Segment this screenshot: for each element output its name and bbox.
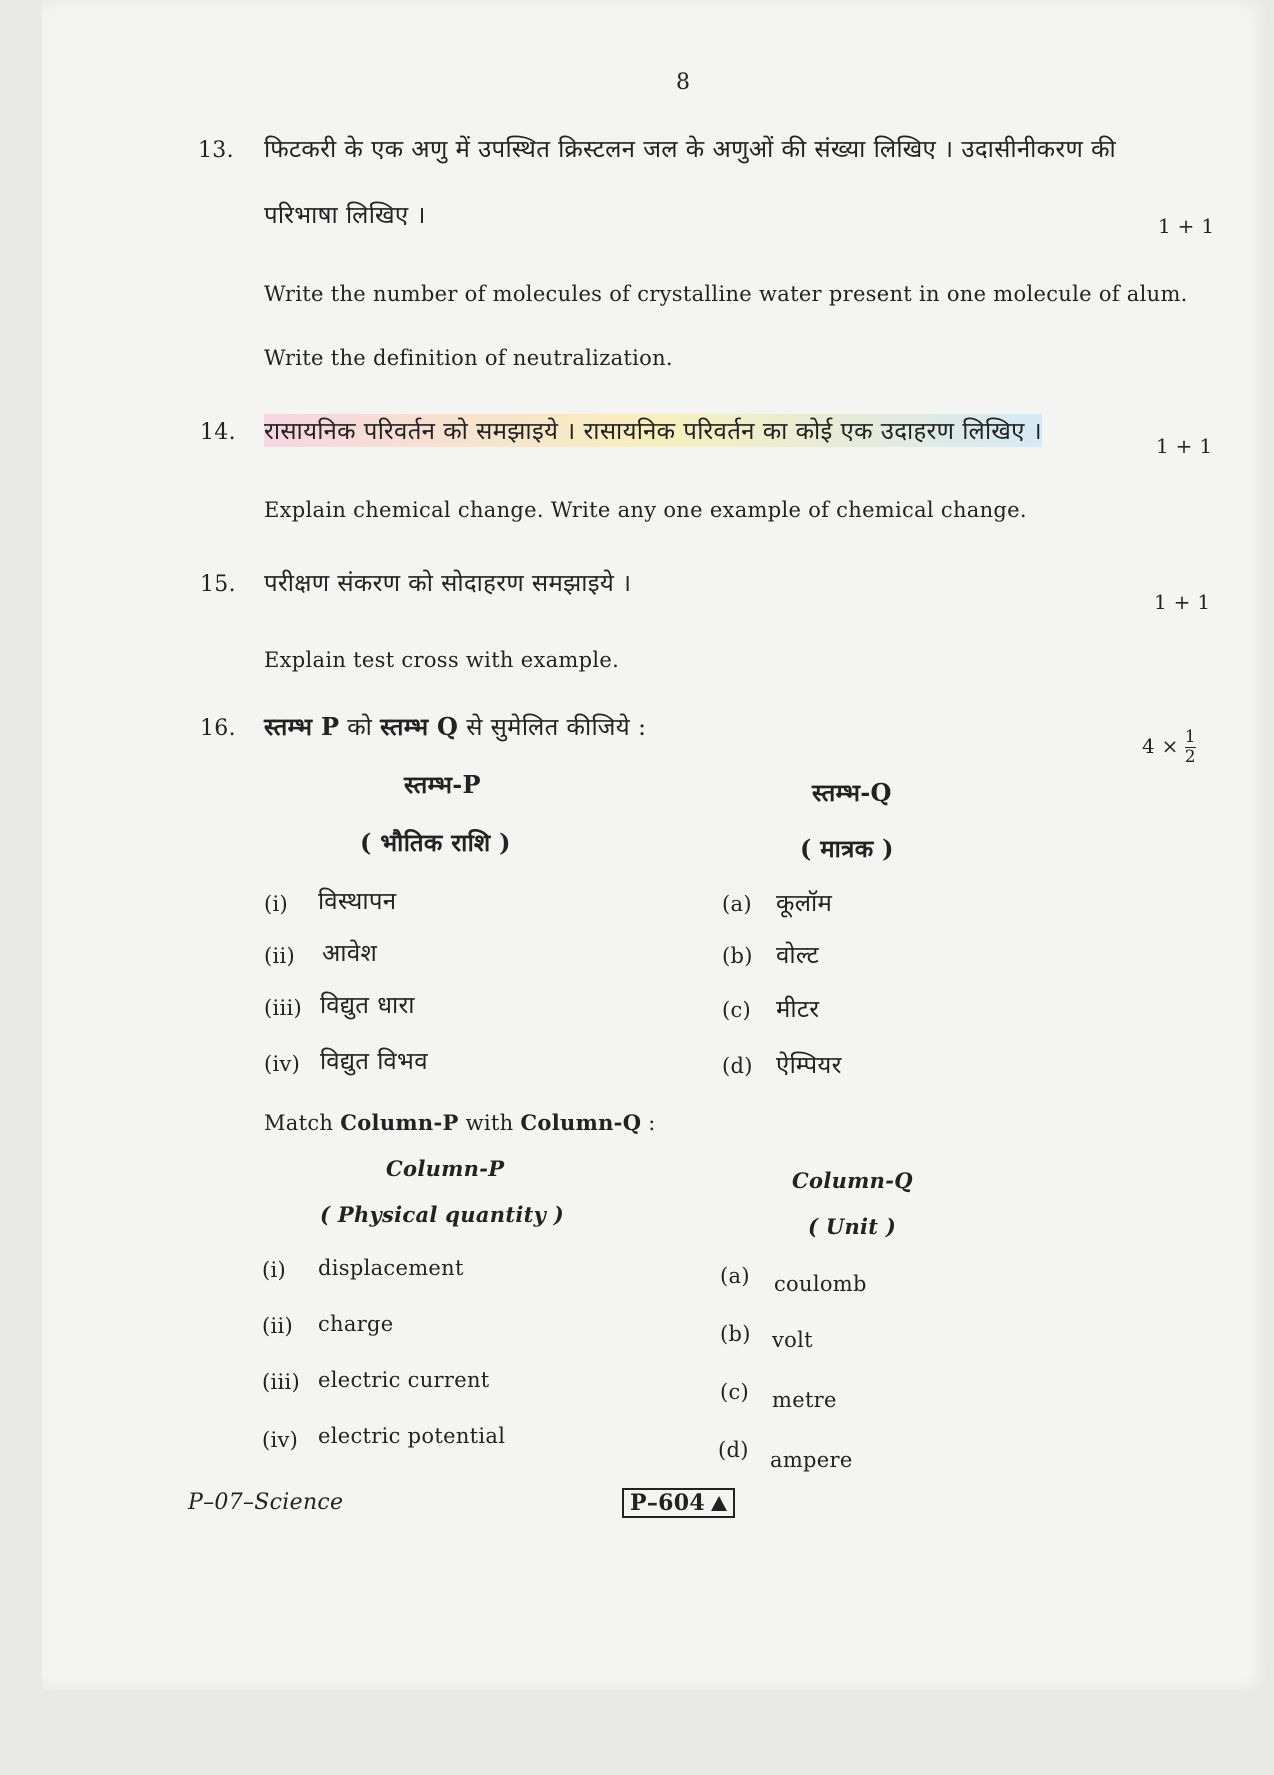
hindi-right-label-3: (c) <box>722 998 752 1022</box>
triangle-icon <box>711 1496 727 1511</box>
hindi-column-q-subtitle: ( मात्रक ) <box>800 834 894 863</box>
english-left-text-4: electric potential <box>318 1424 506 1448</box>
q16-english-instruction <box>264 1110 656 1135</box>
hindi-left-text-2: आवेश <box>322 939 378 967</box>
footer-code-box <box>622 1488 735 1518</box>
english-left-label-4: (iv) <box>262 1428 299 1452</box>
hindi-right-text-1: कूलॉम <box>776 889 833 917</box>
q15-hindi: परीक्षण संकरण को सोदाहरण समझाइये । <box>264 569 632 597</box>
q14-number: 14. <box>200 420 236 445</box>
q16-marks <box>1142 728 1196 767</box>
hindi-right-text-4: ऐम्पियर <box>776 1051 842 1079</box>
hindi-column-p-subtitle: ( भौतिक राशि ) <box>360 828 511 857</box>
q16-english-col-q: Column-Q <box>520 1110 642 1135</box>
english-column-q-title: Column-Q <box>792 1168 913 1193</box>
english-left-label-1: (i) <box>262 1258 287 1282</box>
english-column-p-subtitle: ( Physical quantity ) <box>320 1202 564 1227</box>
q16-marks-denominator: 2 <box>1184 747 1196 767</box>
footer-code <box>622 1490 735 1516</box>
q15-marks: 1 + 1 <box>1154 590 1211 614</box>
english-right-label-3: (c) <box>720 1380 750 1404</box>
q16-english-col-p: Column-P <box>340 1110 459 1135</box>
hindi-right-label-4: (d) <box>722 1054 753 1078</box>
hindi-column-p-title: स्तम्भ-P <box>404 770 481 799</box>
q13-hindi-line2: परिभाषा लिखिए । <box>264 201 426 229</box>
q16-hindi-instruction <box>264 710 646 743</box>
hindi-left-text-1: विस्थापन <box>318 887 397 915</box>
footer-subject: P–07–Science <box>188 1490 344 1515</box>
english-left-text-2: charge <box>318 1312 394 1336</box>
english-left-label-3: (iii) <box>262 1370 301 1394</box>
q14-hindi: रासायनिक परिवर्तन को समझाइये । रासायनिक परिवर्तन का कोई एक उदाहरण लिखिए । <box>264 414 1042 447</box>
q15-english: Explain test cross with example. <box>264 648 620 672</box>
q13-english-line2: Write the definition of neutralization. <box>264 346 673 370</box>
hindi-left-label-4: (iv) <box>264 1052 301 1076</box>
english-right-label-1: (a) <box>720 1264 750 1288</box>
hindi-left-label-2: (ii) <box>264 944 296 968</box>
hindi-left-label-1: (i) <box>264 892 289 916</box>
q13-hindi-line1: फिटकरी के एक अणु में उपस्थित क्रिस्टलन जल के अणुओं की संख्या लिखिए । उदासीनीकरण की <box>264 135 1117 163</box>
q13-marks: 1 + 1 <box>1158 214 1215 238</box>
hindi-right-text-3: मीटर <box>776 995 820 1023</box>
english-left-label-2: (ii) <box>262 1314 294 1338</box>
exam-page <box>42 0 1268 1690</box>
hindi-right-text-2: वोल्ट <box>776 941 820 969</box>
page-number: 8 <box>676 70 691 95</box>
q16-hindi-col-q: स्तम्भ Q <box>380 712 459 741</box>
english-right-label-2: (b) <box>720 1322 751 1346</box>
english-right-label-4: (d) <box>718 1438 749 1462</box>
q16-english-part1: Match <box>264 1111 341 1135</box>
q15-number: 15. <box>200 572 236 597</box>
q14-marks: 1 + 1 <box>1156 434 1213 458</box>
english-right-text-4: ampere <box>770 1448 853 1472</box>
footer-code-text: P–604 <box>630 1490 705 1516</box>
hindi-left-label-3: (iii) <box>264 996 303 1020</box>
q16-hindi-col-p: स्तम्भ P <box>264 712 340 741</box>
english-right-text-1: coulomb <box>774 1272 867 1296</box>
english-right-text-3: metre <box>772 1388 837 1412</box>
hindi-right-label-2: (b) <box>722 944 753 968</box>
q16-marks-numerator: 1 <box>1184 727 1196 747</box>
hindi-column-q-title: स्तम्भ-Q <box>812 778 892 807</box>
q13-english-line1: Write the number of molecules of crystalline water present in one molecule of alum. <box>264 282 1188 306</box>
hindi-left-text-3: विद्युत धारा <box>320 991 415 1019</box>
english-right-text-2: volt <box>772 1328 813 1352</box>
q16-english-part5: : <box>641 1111 656 1135</box>
english-column-p-title: Column-P <box>386 1156 505 1181</box>
hindi-right-label-1: (a) <box>722 892 752 916</box>
q16-english-part3: with <box>458 1111 521 1135</box>
q13-number: 13. <box>198 138 234 163</box>
q16-marks-whole: 4 × <box>1142 734 1179 758</box>
english-left-text-1: displacement <box>318 1256 464 1280</box>
english-column-q-subtitle: ( Unit ) <box>808 1214 897 1239</box>
q16-hindi-connector1: को <box>339 713 381 741</box>
english-left-text-3: electric current <box>318 1368 490 1392</box>
q16-hindi-connector2: से सुमेलित कीजिये : <box>458 713 647 741</box>
hindi-left-text-4: विद्युत विभव <box>320 1047 428 1075</box>
q16-marks-fraction <box>1185 728 1196 767</box>
q14-english: Explain chemical change. Write any one example of chemical change. <box>264 498 1027 522</box>
q16-number: 16. <box>200 716 236 741</box>
